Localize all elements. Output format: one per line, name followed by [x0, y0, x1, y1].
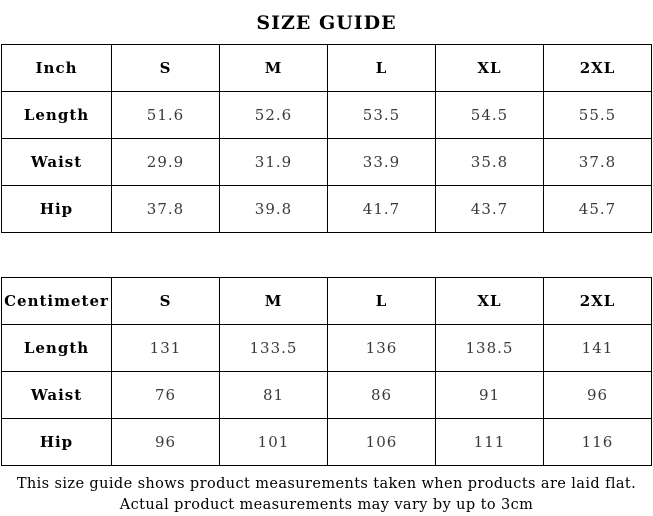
column-header-l: L: [328, 278, 436, 325]
cell-value: 41.7: [328, 186, 436, 233]
unit-label-centimeter: Centimeter: [2, 278, 112, 325]
row-label-waist: Waist: [2, 372, 112, 419]
row-label-length: Length: [2, 325, 112, 372]
row-label-waist: Waist: [2, 139, 112, 186]
cell-value: 106: [328, 419, 436, 466]
unit-label-inch: Inch: [2, 45, 112, 92]
column-header-xl: XL: [436, 45, 544, 92]
size-guide-footnote: This size guide shows product measurements taken when products are laid flat. Actual product measurements may vary by up to 3cm: [16, 476, 637, 513]
cell-value: 39.8: [220, 186, 328, 233]
cell-value: 96: [544, 372, 652, 419]
cell-value: 52.6: [220, 92, 328, 139]
column-header-2xl: 2XL: [544, 45, 652, 92]
cell-value: 81: [220, 372, 328, 419]
column-header-m: M: [220, 45, 328, 92]
table-gap: [0, 233, 653, 277]
table-row: [2, 372, 652, 419]
table-header-row: [2, 278, 652, 325]
cell-value: 31.9: [220, 139, 328, 186]
cell-value: 101: [220, 419, 328, 466]
cell-value: 37.8: [544, 139, 652, 186]
column-header-m: M: [220, 278, 328, 325]
size-table-centimeter: [1, 277, 652, 466]
column-header-xl: XL: [436, 278, 544, 325]
row-label-length: Length: [2, 92, 112, 139]
cell-value: 29.9: [112, 139, 220, 186]
cell-value: 133.5: [220, 325, 328, 372]
cell-value: 45.7: [544, 186, 652, 233]
cell-value: 33.9: [328, 139, 436, 186]
column-header-2xl: 2XL: [544, 278, 652, 325]
table-row: [2, 186, 652, 233]
cell-value: 116: [544, 419, 652, 466]
cell-value: 136: [328, 325, 436, 372]
row-label-hip: Hip: [2, 419, 112, 466]
cell-value: 35.8: [436, 139, 544, 186]
size-table-inch: [1, 44, 652, 233]
cell-value: 54.5: [436, 92, 544, 139]
cell-value: 91: [436, 372, 544, 419]
column-header-s: S: [112, 45, 220, 92]
cell-value: 131: [112, 325, 220, 372]
cell-value: 138.5: [436, 325, 544, 372]
column-header-s: S: [112, 278, 220, 325]
cell-value: 86: [328, 372, 436, 419]
table-row: [2, 139, 652, 186]
table-header-row: [2, 45, 652, 92]
page-title: SIZE GUIDE: [256, 12, 397, 34]
table-row: [2, 92, 652, 139]
cell-value: 76: [112, 372, 220, 419]
cell-value: 37.8: [112, 186, 220, 233]
cell-value: 141: [544, 325, 652, 372]
column-header-l: L: [328, 45, 436, 92]
cell-value: 51.6: [112, 92, 220, 139]
table-row: [2, 325, 652, 372]
cell-value: 43.7: [436, 186, 544, 233]
row-label-hip: Hip: [2, 186, 112, 233]
cell-value: 53.5: [328, 92, 436, 139]
cell-value: 96: [112, 419, 220, 466]
cell-value: 55.5: [544, 92, 652, 139]
cell-value: 111: [436, 419, 544, 466]
table-row: [2, 419, 652, 466]
